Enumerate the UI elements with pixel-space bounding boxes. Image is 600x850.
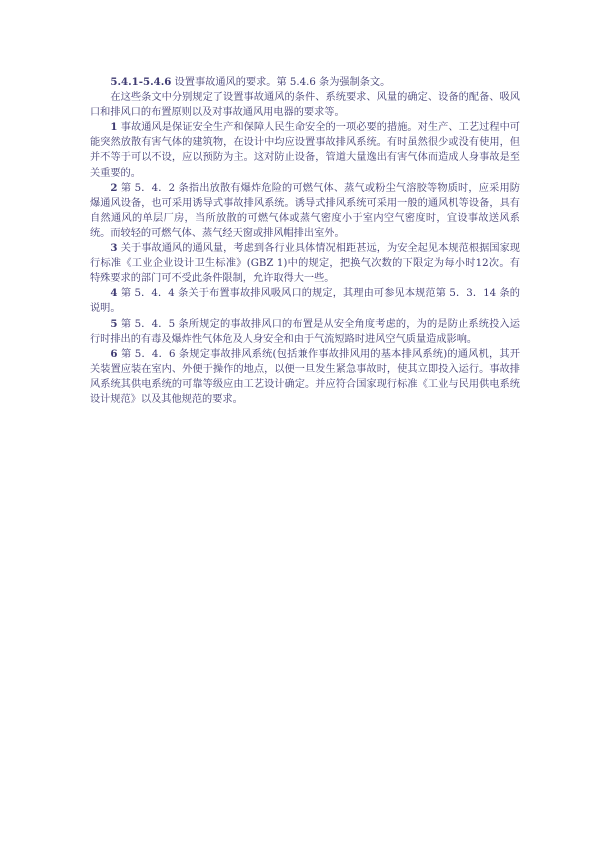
clause-text: 第 5．4．5 条所规定的事故排风口的布置是从安全角度考虑的，为的是防止系统投入运行时排出的有毒及爆炸性气体危及人身安全和由于气流短路时进风空气质量造成影响。 <box>90 318 520 345</box>
clause-text: 第 5．4．4 条关于布置事故排风吸风口的规定，其理由可参见本规范第 5．3．14 条的说明。 <box>90 288 520 315</box>
clause-paragraph-2 <box>90 181 520 241</box>
intro-paragraph: 在这些条文中分别规定了设置事故通风的条件、系统要求、风量的确定、设备的配备、吸风口和排风口的布置原则以及对事故通风用电器的要求等。 <box>90 92 520 119</box>
section-heading-text: 设置事故通风的要求。第 5.4.6 条为强制条文。 <box>171 77 391 88</box>
clause-paragraph-3 <box>90 241 520 286</box>
document-body <box>90 75 520 407</box>
clause-paragraph-1 <box>90 120 520 180</box>
clause-number: 5 <box>110 317 118 330</box>
clause-number: 2 <box>110 181 118 194</box>
clause-number: 1 <box>110 121 118 134</box>
section-heading <box>90 75 520 90</box>
clause-text: 关于事故通风的通风量，考虑到各行业具体情况相距甚远，为安全起见本规范根据国家现行标准《工业企业设计卫生标准》(GBZ 1)中的规定，把换气次数的下限定为每小时12次。有特殊要求的部门可不受此条件限制，允许取得大一些。 <box>90 243 520 285</box>
clause-text: 第 5．4．6 条规定事故排风系统(包括兼作事故排风用的基本排风系统)的通风机，其开关装置应装在室内、外便于操作的地点，以便一旦发生紧急事故时，使其立即投入运行。事故排风系统其供电系统的可靠等级应由工艺设计确定。并应符合国家现行标准《工业与民用供电系统设计规范》以及其他规范的要求。 <box>90 348 520 405</box>
clause-paragraph-6 <box>90 347 520 407</box>
clause-number: 3 <box>110 242 118 255</box>
section-ref: 5.4.1-5.4.6 <box>110 76 172 88</box>
clause-paragraph-4 <box>90 286 520 316</box>
clause-number: 6 <box>110 347 118 360</box>
clause-text: 事故通风是保证安全生产和保障人民生命安全的一项必要的措施。对生产、工艺过程中可能突然放散有害气体的建筑物，在设计中均应设置事故排风系统。有时虽然很少或没有使用，但并不等于可以不设，应以预防为主。这对防止设备，管道大量逸出有害气体而造成人身事故是至关重要的。 <box>90 122 520 179</box>
clause-number: 4 <box>110 287 118 300</box>
clause-text: 第 5．4．2 条指出放散有爆炸危险的可燃气体、蒸气或粉尘气溶胶等物质时，应采用防爆通风设备，也可采用诱导式事故排风系统。诱导式排风系统可采用一般的通风机等设备，具有自然通风的单层厂房，当所放散的可燃气体或蒸气密度小于室内空气密度时，宜设事故送风系统。而较轻的可燃气体、蒸气经天窗或排风帽排出室外。 <box>90 182 520 239</box>
clause-paragraph-5 <box>90 317 520 347</box>
